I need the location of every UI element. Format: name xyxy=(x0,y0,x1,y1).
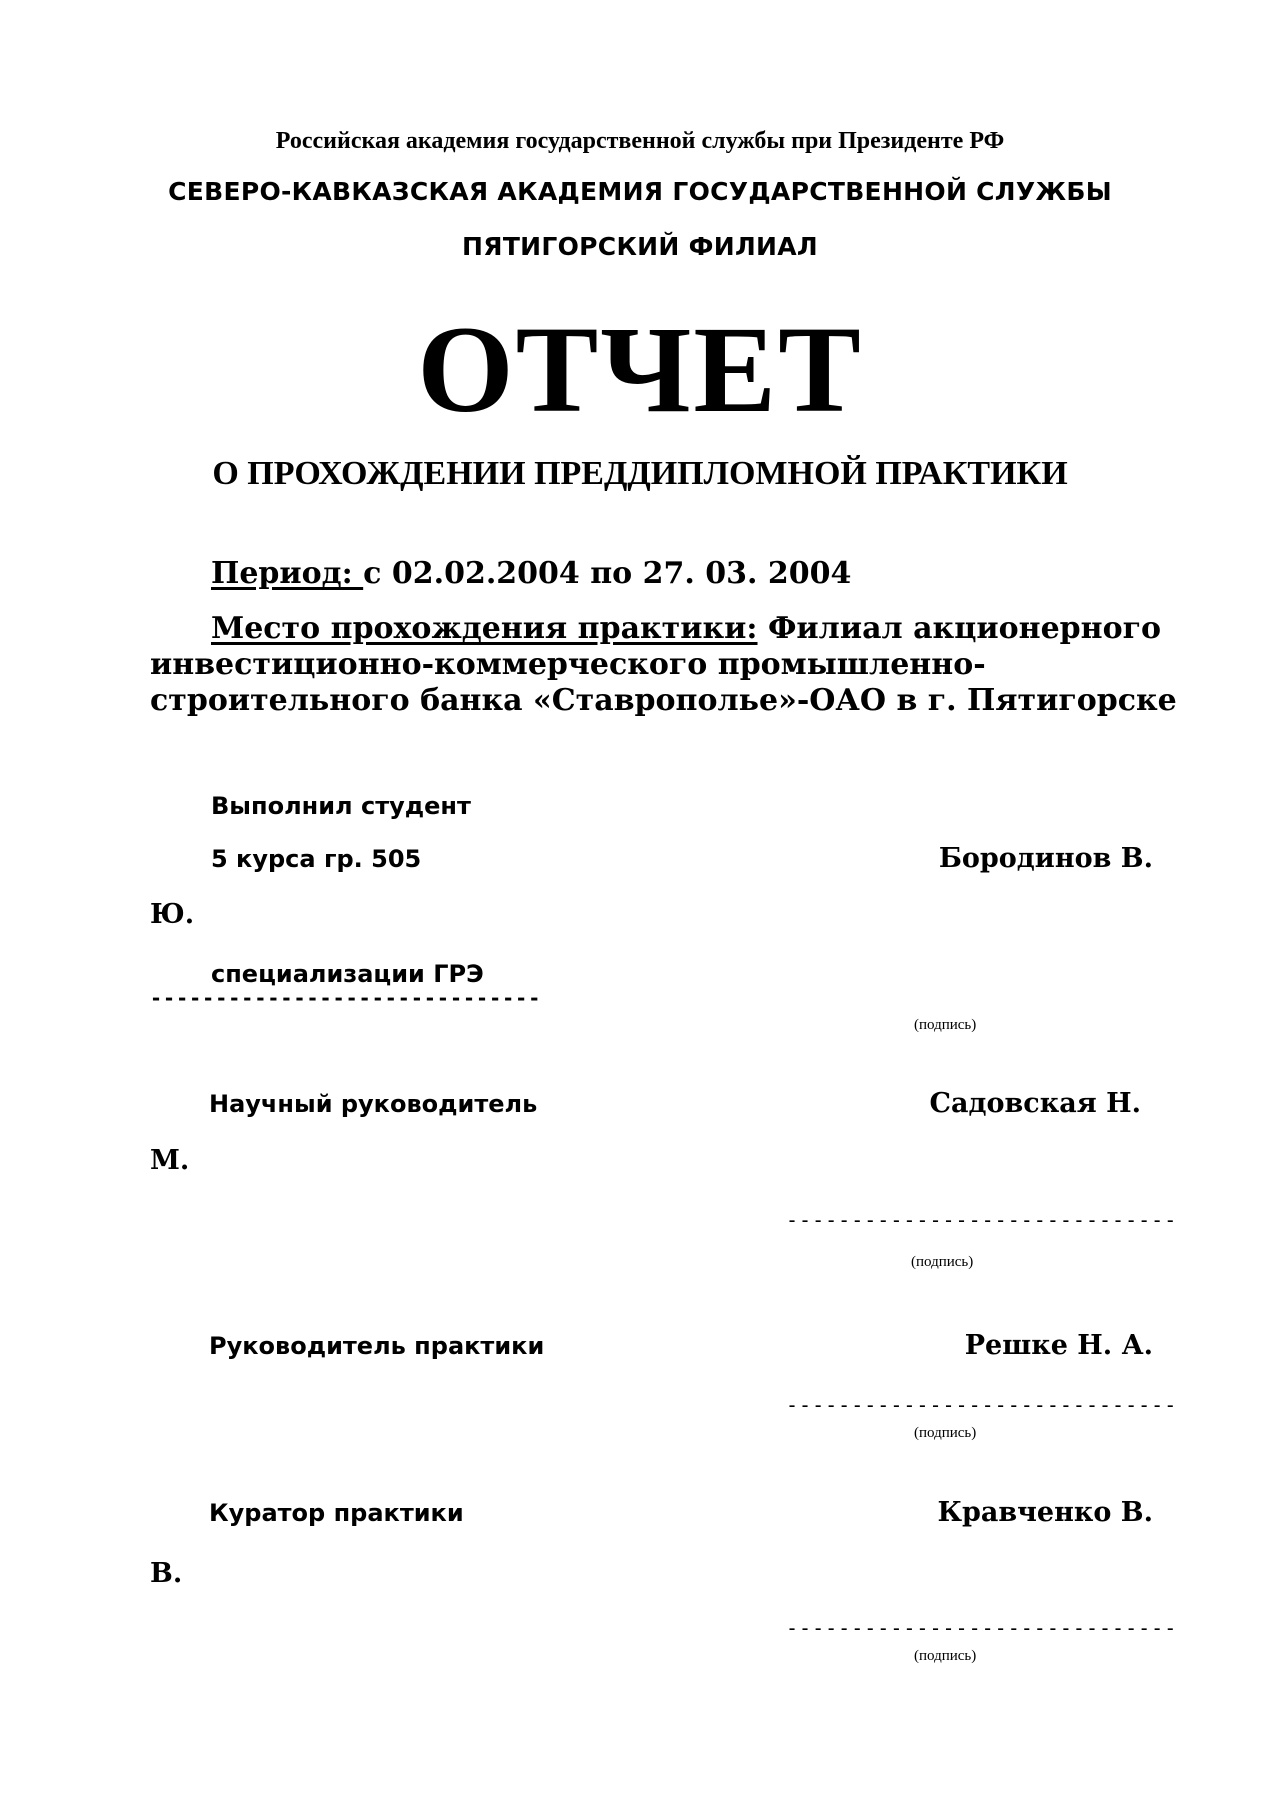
practice-head-name: Решке Н. А. xyxy=(964,1330,1153,1361)
document-title: ОТЧЕТ xyxy=(417,301,863,438)
student-line-1: Выполнил студент xyxy=(211,792,471,820)
student-signature-line: ------------------------------ xyxy=(150,986,542,1010)
branch-name: ПЯТИГОРСКИЙ ФИЛИАЛ xyxy=(462,232,818,261)
curator-signature-caption: (подпись) xyxy=(914,1648,977,1664)
advisor-signature-line: ------------------------------ xyxy=(786,1208,1178,1232)
practice-head-signature-caption: (подпись) xyxy=(914,1425,977,1441)
curator-signature-line: ------------------------------ xyxy=(786,1616,1178,1640)
practice-head-label: Руководитель практики xyxy=(209,1332,545,1360)
student-line-3: специализации ГРЭ xyxy=(211,960,484,988)
document-subtitle: О ПРОХОЖДЕНИИ ПРЕДДИПЛОМНОЙ ПРАКТИКИ xyxy=(212,455,1068,492)
student-line-2: 5 курса гр. 505 xyxy=(211,845,422,873)
place-paragraph xyxy=(150,611,1180,719)
period-line xyxy=(211,556,851,591)
advisor-name: Садовская Н. xyxy=(929,1088,1141,1119)
student-name: Бородинов В. xyxy=(938,843,1153,874)
curator-name-continued: В. xyxy=(150,1558,183,1589)
student-name-continued: Ю. xyxy=(150,899,195,930)
period-value: с 02.02.2004 по 27. 03. 2004 xyxy=(363,556,852,591)
advisor-label: Научный руководитель xyxy=(209,1090,538,1118)
student-signature-caption: (подпись) xyxy=(914,1017,977,1033)
curator-name: Кравченко В. xyxy=(937,1497,1153,1528)
advisor-signature-caption: (подпись) xyxy=(911,1254,974,1270)
curator-label: Куратор практики xyxy=(209,1499,464,1527)
place-value: Филиал акционерного инвестиционно-коммерческого промышленно-строительного банка «Ставрополье»-ОАО в г. Пятигорске xyxy=(150,611,1177,718)
academy-name: СЕВЕРО-КАВКАЗСКАЯ АКАДЕМИЯ ГОСУДАРСТВЕННОЙ СЛУЖБЫ xyxy=(168,177,1112,206)
organization-title: Российская академия государственной службы при Президенте РФ xyxy=(275,128,1005,154)
period-label: Период: xyxy=(211,556,364,591)
advisor-name-continued: М. xyxy=(150,1145,190,1176)
place-label: Место прохождения практики: xyxy=(211,611,758,646)
practice-head-signature-line: ------------------------------ xyxy=(786,1393,1178,1417)
